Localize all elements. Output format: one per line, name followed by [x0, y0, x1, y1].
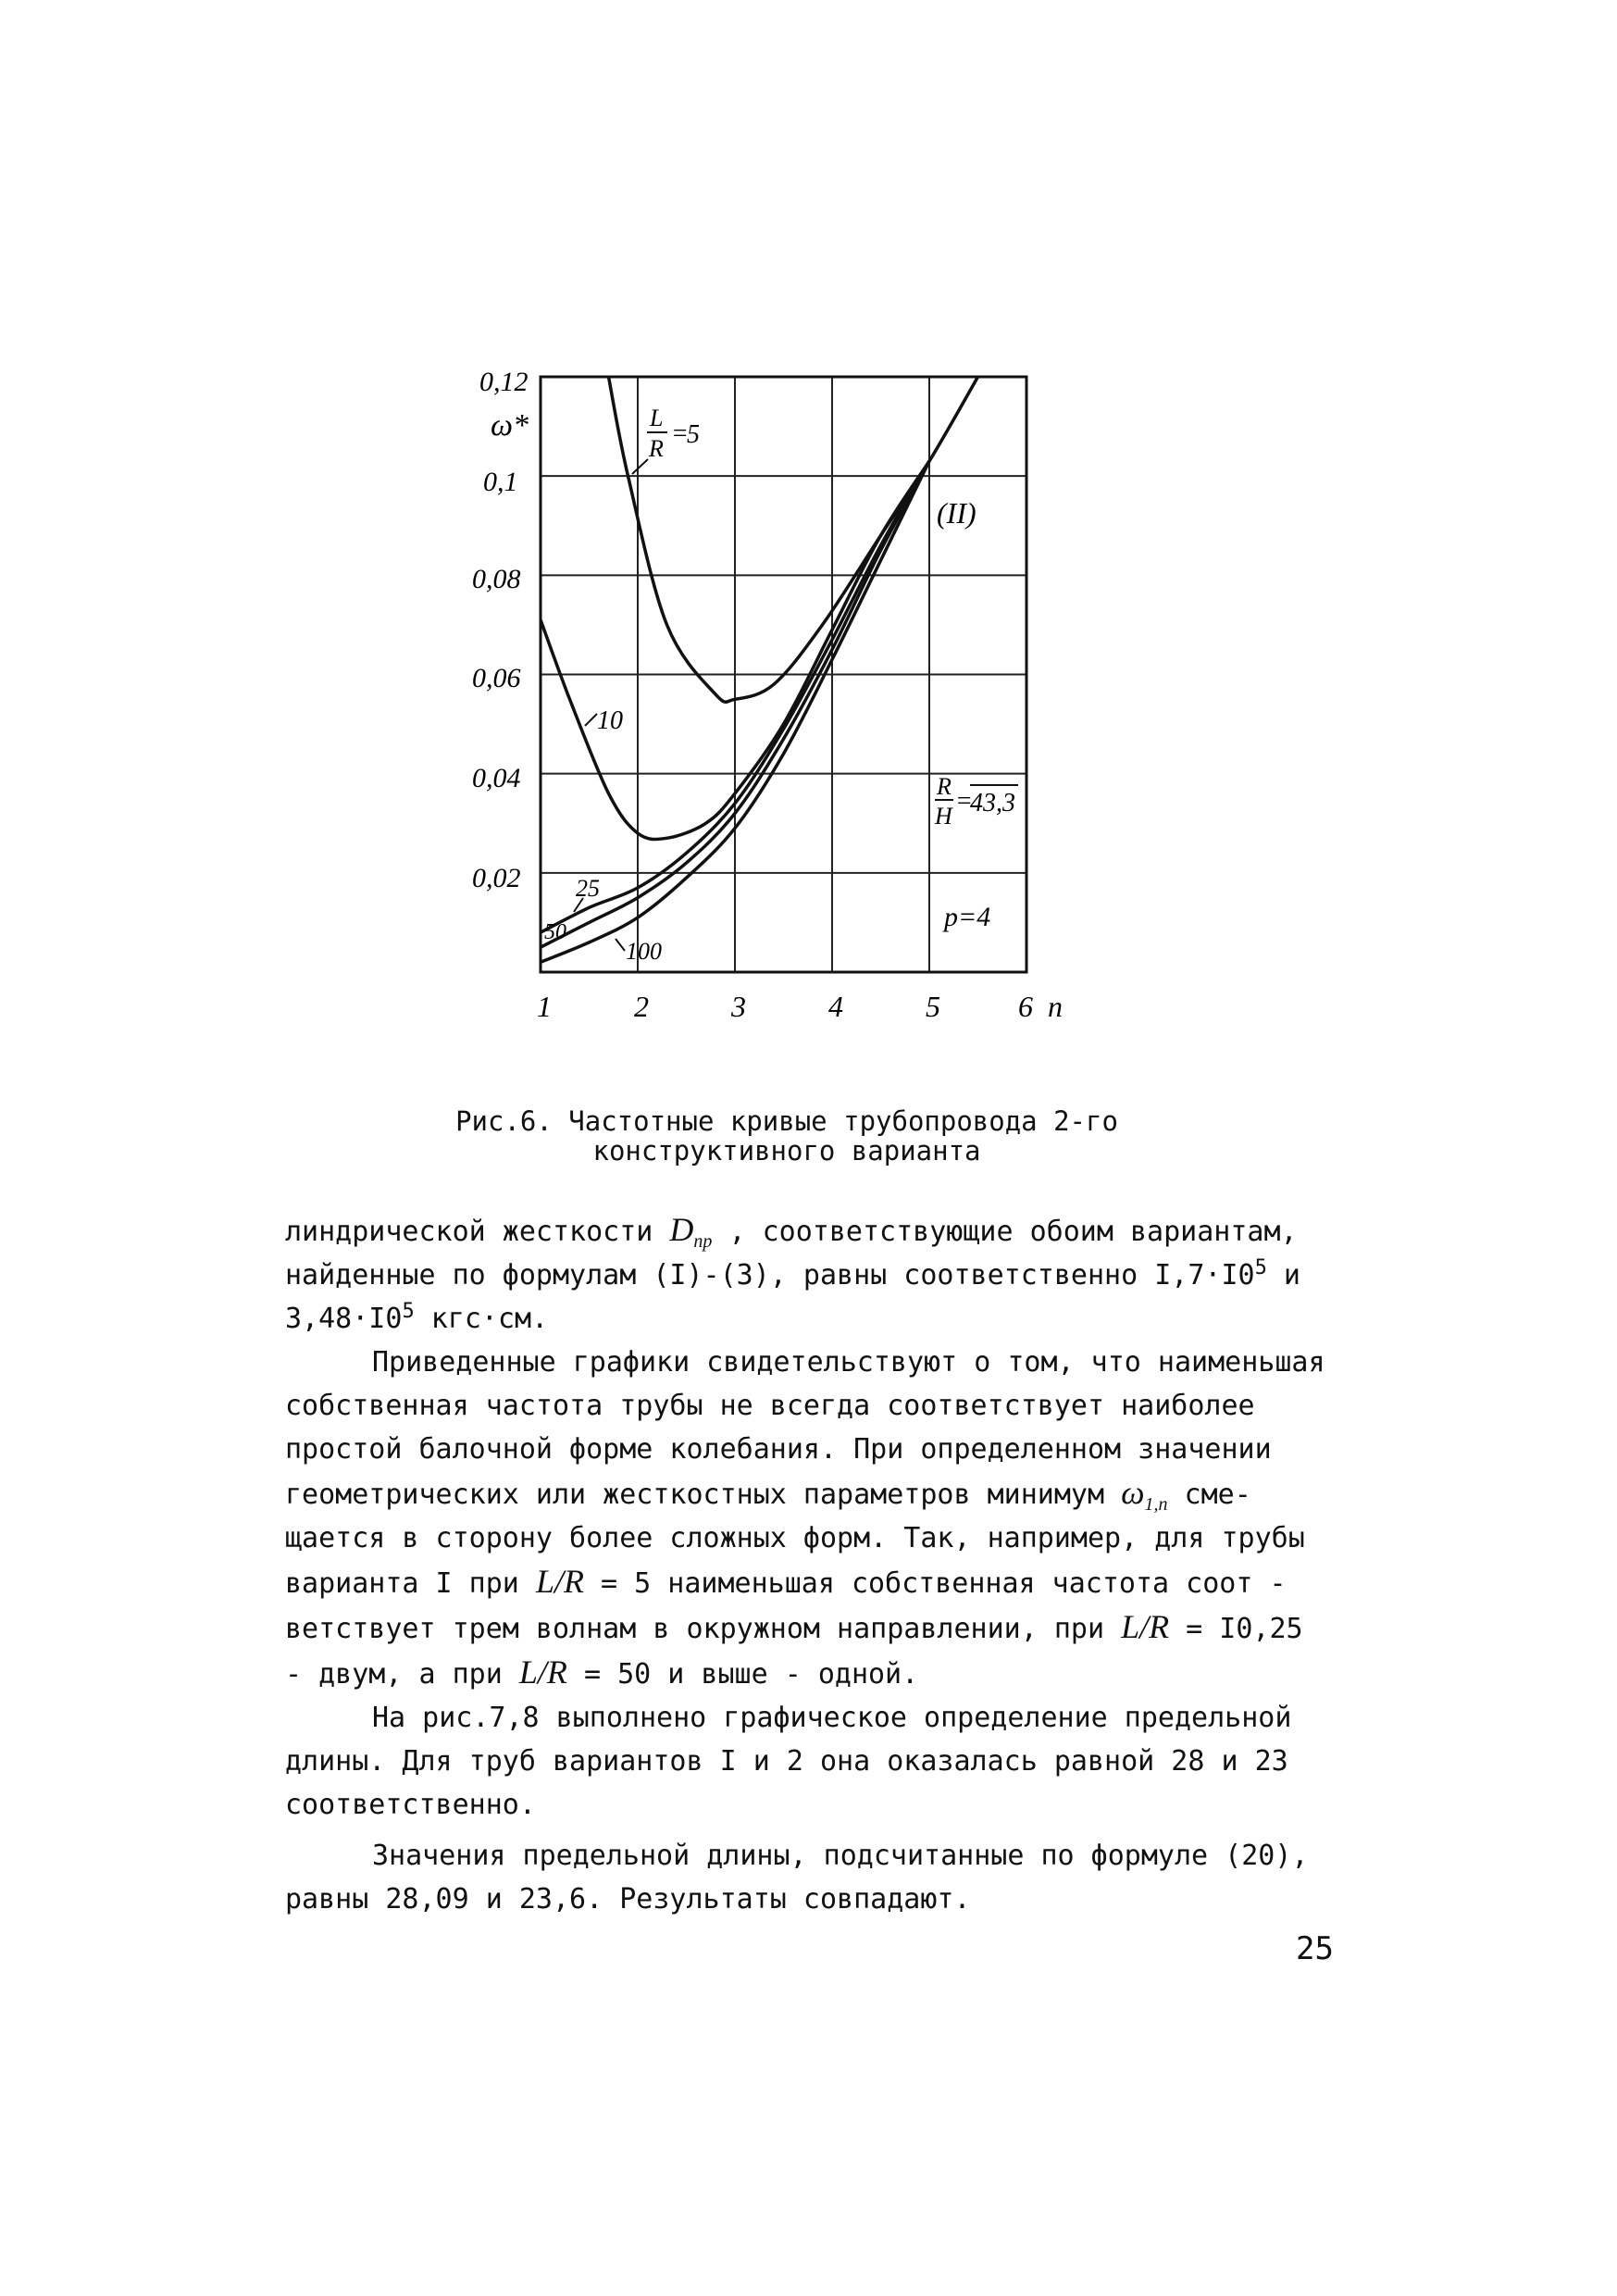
fraction-r: R: [649, 435, 664, 462]
rh-eq: =: [955, 787, 973, 816]
curve-label-5-leader: [632, 459, 648, 474]
math-l-over-r: L/R: [518, 1653, 567, 1691]
frequency-chart-figure: [444, 343, 1111, 1046]
y-tick-label-0.04: 0,04: [472, 763, 521, 793]
y-tick-label-0.06: 0,06: [472, 663, 521, 693]
figure-caption: [435, 1106, 1138, 1166]
body-text: [285, 1208, 1342, 1921]
text-line-7: [285, 1471, 1342, 1516]
text-line-15: Значения предельной длины, подсчитанные по формуле (20),: [372, 1840, 1309, 1872]
p-label: p=4: [944, 902, 991, 932]
curve-label-10: 10: [597, 706, 623, 735]
math-symbol-d: D: [669, 1211, 694, 1248]
y-tick-label-0.08: 0,08: [472, 564, 521, 594]
x-tick-label-1: 1: [537, 990, 552, 1023]
chart-curves: [541, 377, 978, 962]
math-subscript-1n: 1,n: [1144, 1494, 1168, 1515]
text-line-12: На рис.7,8 выполнено графическое определение предельной: [372, 1702, 1292, 1734]
text-run: линдрической жесткости: [285, 1216, 653, 1248]
text-run: кгс·см.: [430, 1303, 549, 1335]
caption-line-2: конструктивного варианта: [592, 1135, 981, 1167]
text-line-5: собственная частота трубы не всегда соответствует наиболее: [285, 1390, 1255, 1422]
text-run: и: [1283, 1259, 1300, 1292]
x-tick-label-4: 4: [828, 990, 843, 1023]
curve-label-100-group: [616, 938, 662, 965]
fraction-h: H: [935, 803, 952, 830]
text-line-14: соответственно.: [285, 1789, 536, 1821]
curve-label-50: 50: [544, 920, 566, 944]
superscript-5: 5: [1254, 1256, 1267, 1279]
text-run: варианта I при: [285, 1567, 519, 1600]
text-line-9: [285, 1560, 1342, 1605]
y-tick-label-0.12: 0,12: [479, 367, 529, 397]
math-l-over-r: L/R: [1121, 1608, 1170, 1645]
y-tick-label-0.02: 0,02: [472, 863, 521, 893]
y-tick-label-0.1: 0,1: [483, 467, 518, 497]
text-line-6: простой балочной форме колебания. При определенном значении: [285, 1433, 1272, 1466]
curve-label-100-leader: [616, 939, 625, 951]
text-line-8: щается в сторону более сложных форм. Так, например, для трубы: [285, 1522, 1305, 1554]
math-l-over-r: L/R: [535, 1563, 584, 1600]
x-tick-label-6: 6: [1018, 990, 1033, 1023]
curve-label-10-group: [585, 706, 623, 735]
text-line-11: [285, 1651, 1342, 1696]
variant-label: (II): [937, 496, 976, 530]
text-run: - двум, а при: [285, 1658, 503, 1691]
text-run: = I0,25: [1186, 1613, 1303, 1645]
frequency-chart: [444, 343, 1111, 1046]
text-line-3: [285, 1297, 1342, 1341]
rh-value: 43,3: [970, 789, 1015, 817]
text-run: сме-: [1184, 1479, 1251, 1511]
text-run: = 5 наименьшая собственная частота соот -: [601, 1567, 1287, 1600]
fraction-r-top: R: [937, 773, 952, 800]
math-symbol-omega: ω: [1121, 1474, 1145, 1511]
caption-line-1: Рис.6. Частотные кривые трубопровода 2-го: [455, 1105, 1118, 1137]
superscript-5: 5: [402, 1300, 415, 1323]
x-axis-label: n: [1048, 990, 1063, 1023]
curve-label-5-eq: =: [671, 419, 689, 448]
curve-label-10-leader: [585, 714, 597, 726]
text-line-10: [285, 1605, 1342, 1651]
curve-label-l-over-r: [632, 405, 700, 474]
text-run: , соответствующие обоим вариантам,: [728, 1216, 1298, 1248]
text-run: 3,48·I0: [285, 1303, 403, 1335]
page-number: 25: [1296, 1930, 1334, 1967]
x-tick-label-5: 5: [926, 990, 940, 1023]
text-run: найденные по формулам (I)-(3), равны соответственно I,7·I0: [285, 1259, 1255, 1292]
y-axis-label: ω*: [491, 408, 529, 443]
text-line-13: длины. Для труб вариантов I и 2 она оказалась равной 28 и 23: [285, 1745, 1288, 1778]
fraction-l: L: [650, 405, 664, 431]
text-run: ветствует трем волнам в окружном направлении, при: [285, 1613, 1105, 1645]
x-tick-label-3: 3: [731, 990, 746, 1023]
curve-label-25: 25: [576, 875, 600, 902]
text-line-16: равны 28,09 и 23,6. Результаты совпадают.: [285, 1883, 971, 1915]
text-line-4: Приведенные графики свидетельствуют о том, что наименьшая: [372, 1346, 1325, 1379]
text-run: геометрических или жесткостных параметров минимум: [285, 1479, 1105, 1511]
curve-label-100: 100: [626, 938, 662, 965]
curve-5: [609, 377, 978, 702]
rh-label: [934, 773, 1018, 830]
curve-label-5: 5: [687, 420, 700, 449]
text-line-1: [285, 1208, 1342, 1254]
text-line-2: [285, 1254, 1342, 1297]
math-subscript-pr: пр: [693, 1231, 713, 1252]
x-tick-label-2: 2: [634, 990, 649, 1023]
text-run: = 50 и выше - одной.: [583, 1658, 919, 1691]
